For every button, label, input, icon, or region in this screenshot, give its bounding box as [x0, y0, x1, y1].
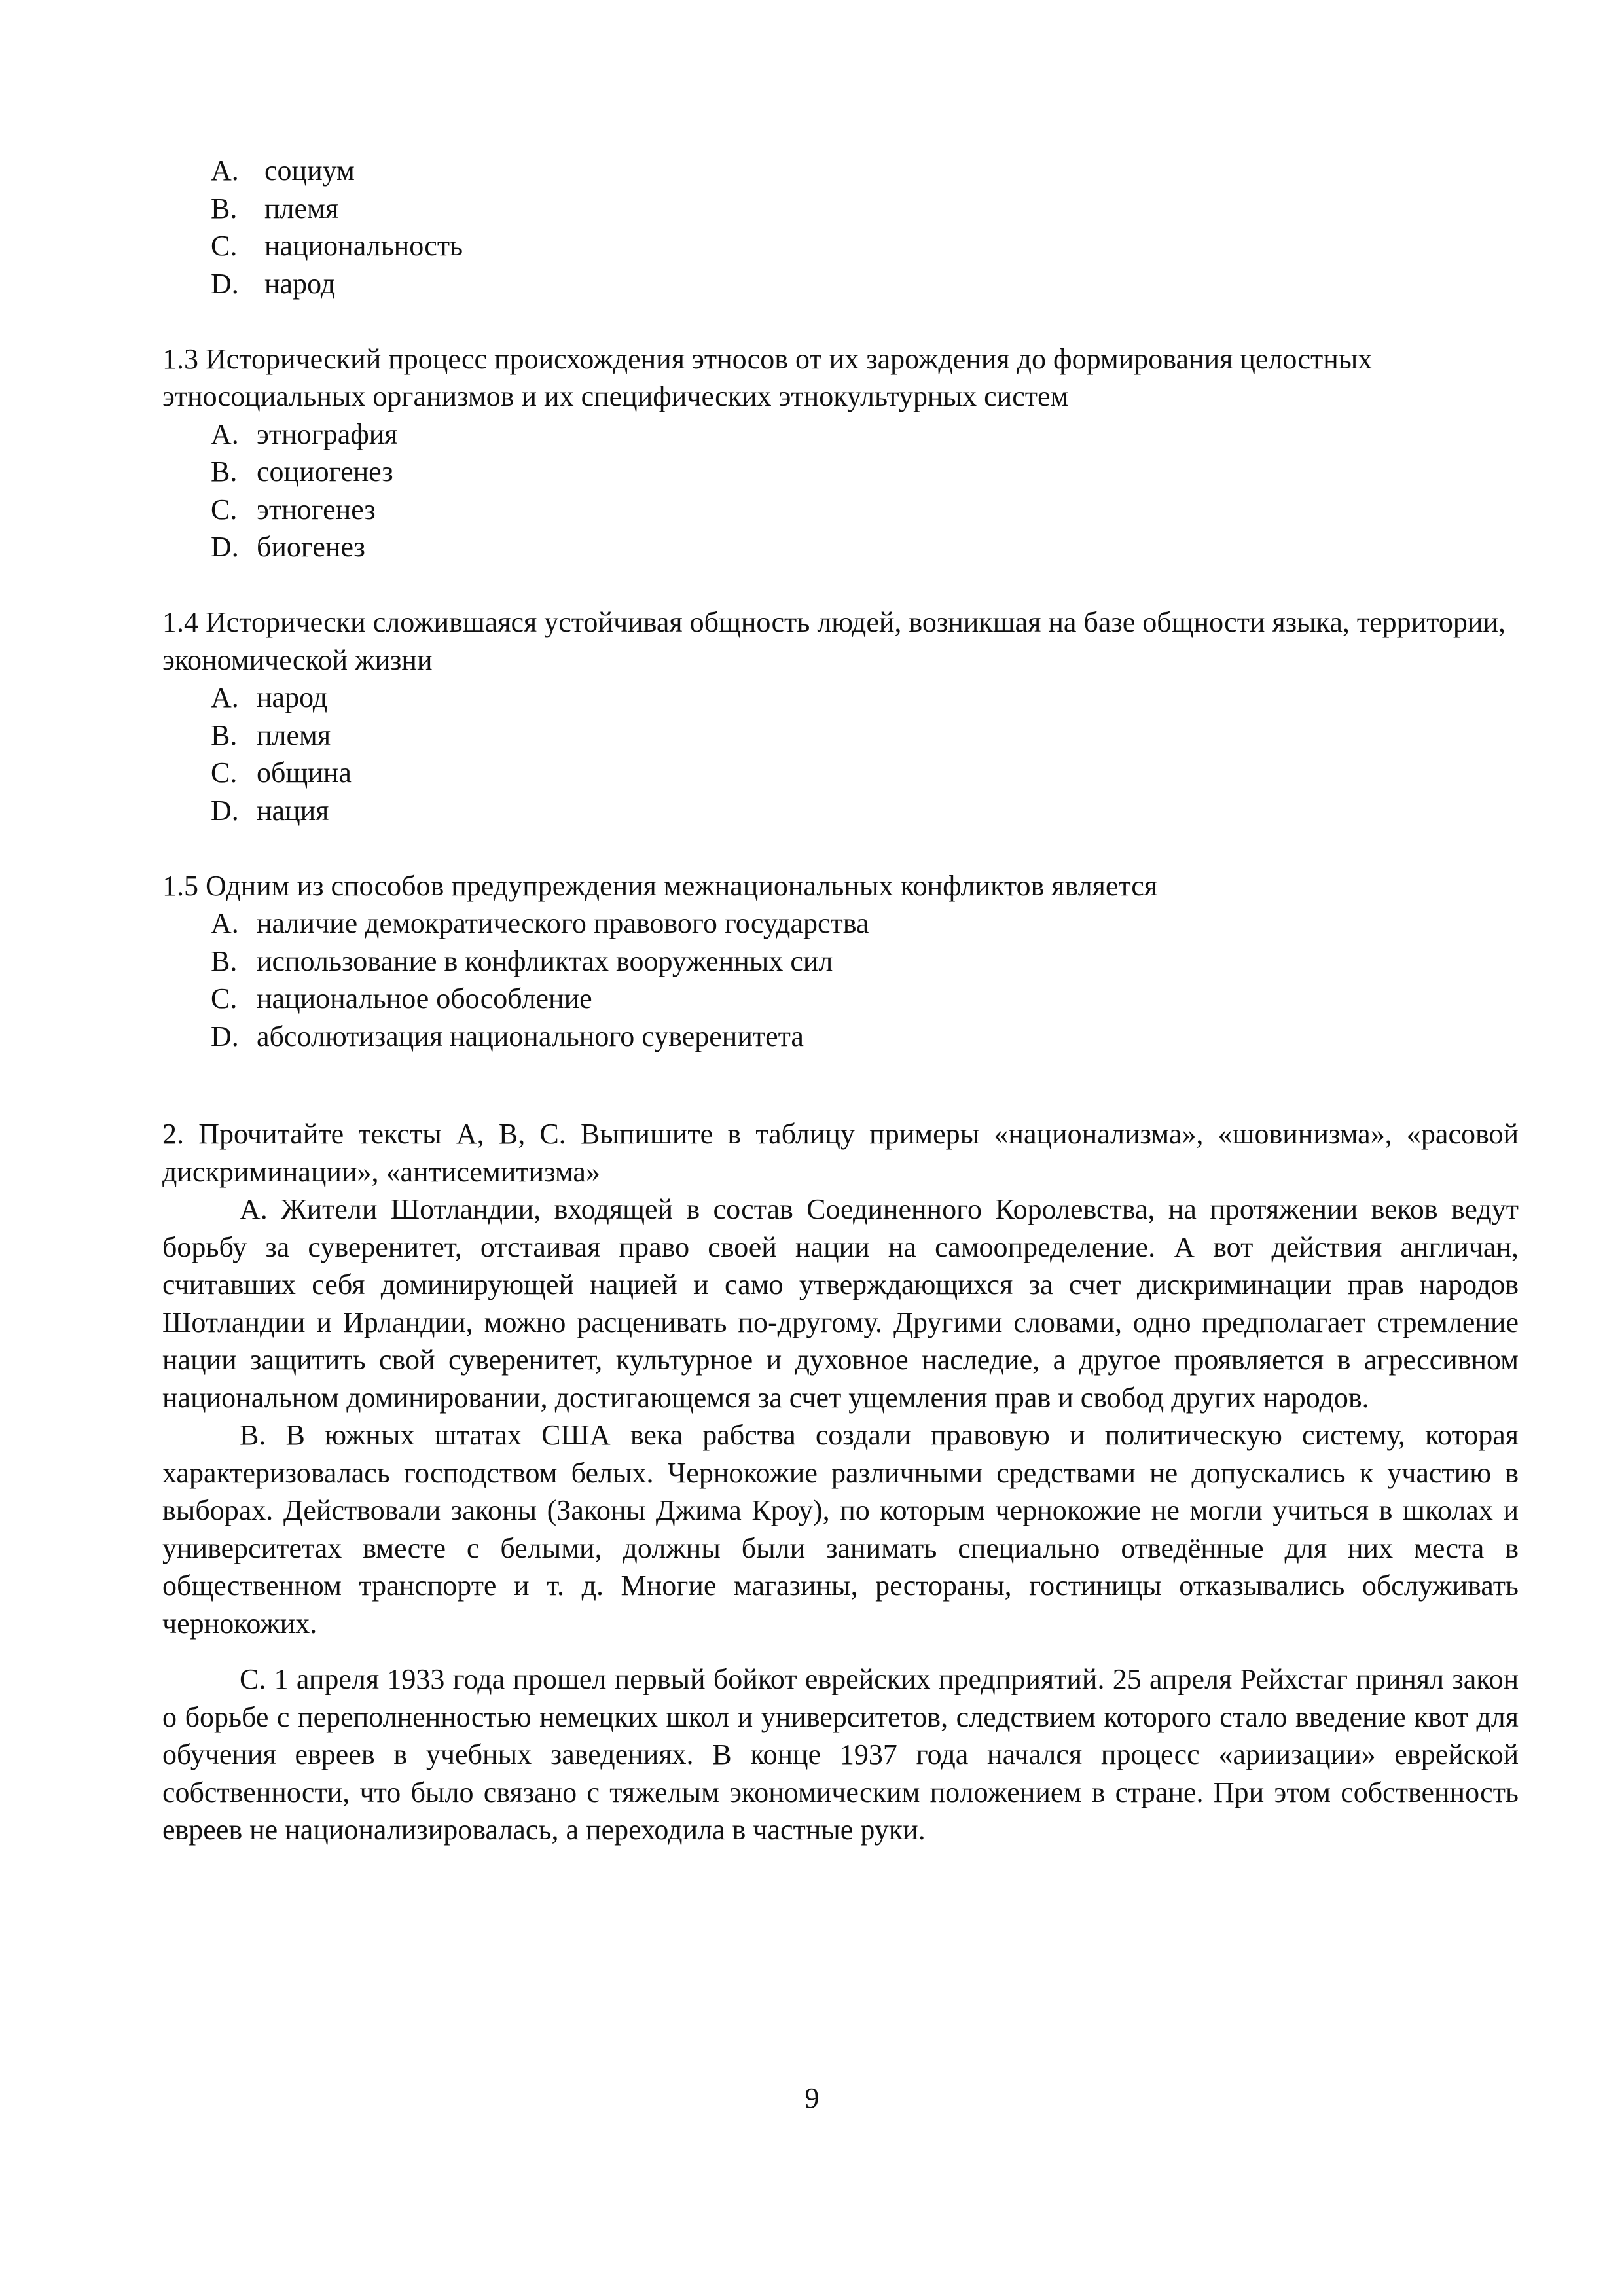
option-letter: D.: [211, 267, 239, 300]
question-1-3-options: [162, 416, 1519, 566]
option-c: [162, 980, 1519, 1018]
option-letter: A.: [211, 418, 239, 450]
page-number: 9: [804, 2082, 820, 2114]
option-letter: B.: [211, 719, 238, 751]
option-a: [162, 152, 1519, 190]
option-text: община: [257, 757, 352, 789]
option-text: национальное обособление: [257, 982, 592, 1014]
option-b: [162, 190, 1519, 228]
option-text: биогенез: [257, 531, 365, 563]
question-1-5-options: [162, 905, 1519, 1055]
option-text: нация: [257, 794, 329, 827]
task-2-text-a: А. Жители Шотландии, входящей в состав Соединенного Королевства, на протяжении веков ведут борьбу за суверенитет, отстаивая право своей нации на самоопределение. А вот действия англичан, считавших себя доминирующей нацией и само утверждающихся за счет дискриминации прав народов Шотландии и Ирландии, можно расценивать по-другому. Другими словами, одно предполагает стремление нации защитить свой суверенитет, культурное и духовное наследие, а другое проявляется в агрессивном национальном доминировании, достигающемся за счет ущемления прав и свобод других народов.: [162, 1193, 1519, 1414]
option-text: использование в конфликтах вооруженных сил: [257, 944, 833, 977]
option-d: [162, 792, 1519, 830]
option-letter: D.: [211, 1020, 239, 1052]
page-content: [162, 152, 1519, 1849]
option-letter: A.: [211, 907, 239, 939]
option-d: [162, 265, 1519, 303]
task-2-instruction: 2. Прочитайте тексты А, В, С. Выпишите в таблицу примеры «национализма», «шовинизма», «расовой дискриминации», «антисемитизма»: [162, 1118, 1519, 1188]
option-text: наличие демократического правового государства: [257, 907, 869, 939]
option-text: социогенез: [257, 456, 393, 488]
option-a: [162, 416, 1519, 454]
question-1-4: 1.4 Исторически сложившаяся устойчивая общность людей, возникшая на базе общности языка, территории, экономической жизни: [162, 606, 1506, 676]
option-text: этнография: [257, 418, 398, 450]
option-letter: B.: [211, 192, 238, 224]
option-letter: B.: [211, 456, 238, 488]
option-text: национальность: [264, 230, 463, 262]
option-c: [162, 491, 1519, 529]
option-letter: A.: [211, 681, 239, 713]
option-text: народ: [264, 267, 336, 300]
question-1-3: 1.3 Исторический процесс происхождения этносов от их зарождения до формирования целостных этносоциальных организмов и их специфических этнокультурных систем: [162, 342, 1373, 412]
option-letter: C.: [211, 757, 238, 789]
option-letter: D.: [211, 531, 239, 563]
option-a: [162, 905, 1519, 942]
option-c: [162, 227, 1519, 265]
option-text: племя: [264, 192, 339, 224]
question-1-5: 1.5 Одним из способов предупреждения межнациональных конфликтов является: [162, 869, 1157, 902]
task-2-text-c: С. 1 апреля 1933 года прошел первый бойкот еврейских предприятий. 25 апреля Рейхстаг принял закон о борьбе с переполненностью немецких школ и университетов, следствием которого стало введение квот для обучения евреев в учебных заведениях. В конце 1937 года начался процесс «ариизации» еврейской собственности, что было связано с тяжелым экономическим положением в стране. При этом собственность евреев не национализировалась, а переходила в частные руки.: [162, 1663, 1519, 1846]
option-letter: B.: [211, 944, 238, 977]
option-a: [162, 679, 1519, 717]
option-b: [162, 717, 1519, 755]
option-letter: C.: [211, 230, 238, 262]
option-text: племя: [257, 719, 331, 751]
option-letter: A.: [211, 154, 239, 187]
question-1-4-options: [162, 679, 1519, 829]
option-b: [162, 453, 1519, 491]
task-2-text-b: В. В южных штатах США века рабства создали правовую и политическую систему, которая характеризовалась господством белых. Чернокожие различными средствами не допускались к участию в выборах. Действовали законы (Законы Джима Кроу), по которым чернокожие не могли учиться в школах и университетах вместе с белыми, должны были занимать специально отведённые для них места в общественном транспорте и т. д. Многие магазины, рестораны, гостиницы отказывались обслуживать чернокожих.: [162, 1419, 1519, 1640]
option-d: [162, 1018, 1519, 1056]
option-text: этногенез: [257, 493, 376, 526]
option-d: [162, 528, 1519, 566]
option-letter: C.: [211, 493, 238, 526]
option-letter: C.: [211, 982, 238, 1014]
option-letter: D.: [211, 794, 239, 827]
option-b: [162, 942, 1519, 980]
option-text: абсолютизация национального суверенитета: [257, 1020, 804, 1052]
option-text: народ: [257, 681, 328, 713]
option-text: социум: [264, 154, 355, 187]
question-1-2-options: [162, 152, 1519, 302]
option-c: [162, 754, 1519, 792]
